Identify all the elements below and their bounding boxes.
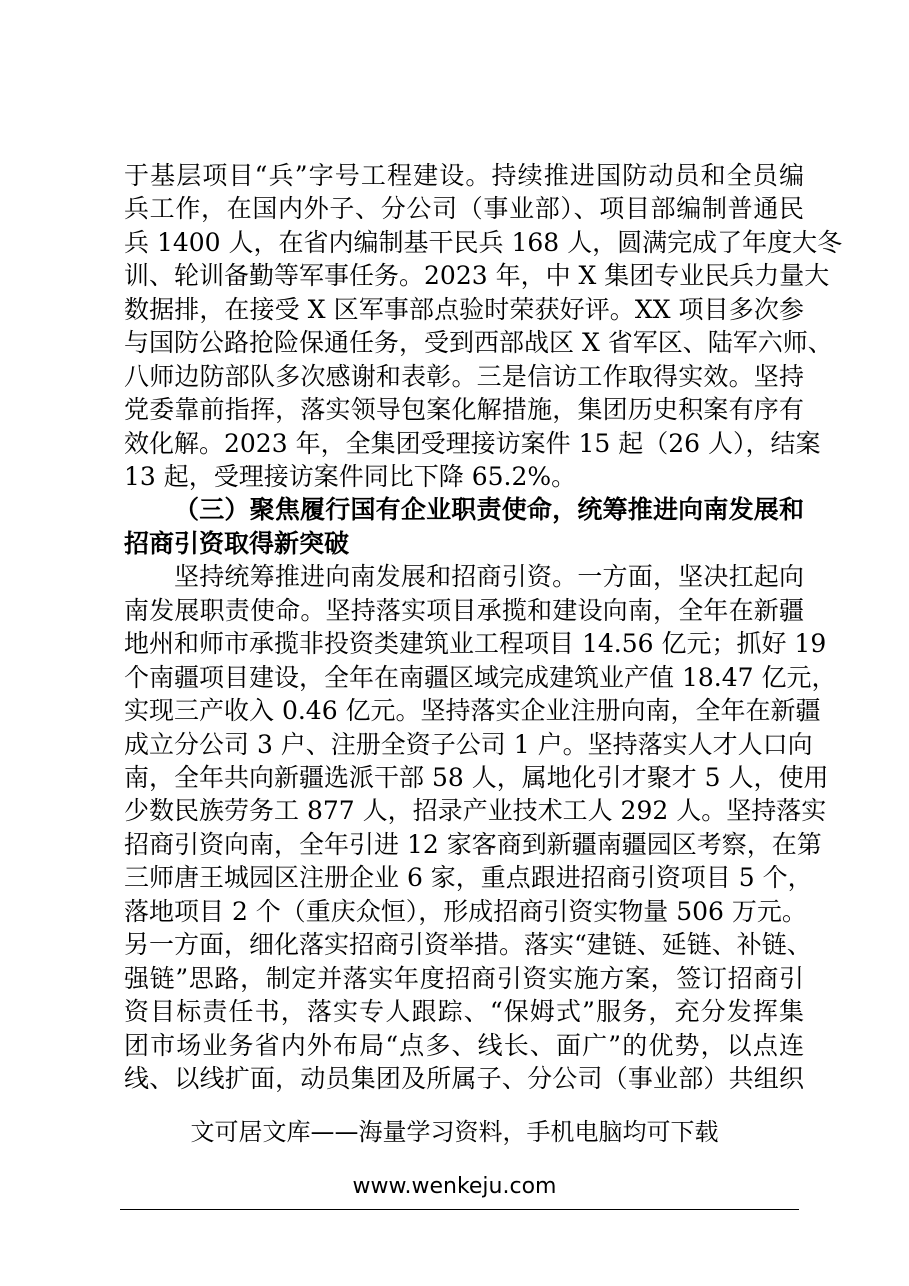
body-line: 数据排，在接受 X 区军事部点验时荣获好评。XX 项目多次参 — [124, 294, 804, 324]
section-heading: （三）聚焦履行国有企业职责使命，统筹推进向南发展和 — [174, 495, 804, 525]
body-line: 效化解。2023 年，全集团受理接访案件 15 起（26 人），结案 — [124, 428, 821, 458]
body-line: 资目标责任书，落实专人跟踪、“保姆式”服务，充分发挥集 — [124, 997, 804, 1027]
body-line: 另一方面，细化落实招商引资举措。落实“建链、延链、补链、 — [124, 930, 812, 960]
body-line: 少数民族劳务工 877 人，招录产业技术工人 292 人。坚持落实 — [124, 796, 827, 826]
body-line: 实现三产收入 0.46 亿元。坚持落实企业注册向南，全年在新疆 — [124, 696, 821, 726]
body-line: 地州和师市承揽非投资类建筑业工程项目 14.56 亿元；抓好 19 — [124, 629, 827, 659]
footer-url[interactable]: www.wenkeju.com — [352, 1174, 557, 1199]
body-line: 落地项目 2 个（重庆众恒），形成招商引资实物量 506 万元。 — [124, 896, 807, 926]
section-heading: 招商引资取得新突破 — [124, 528, 350, 558]
body-line: 南，全年共向新疆选派干部 58 人，属地化引才聚才 5 人，使用 — [124, 763, 829, 792]
body-line: 党委靠前指挥，落实领导包案化解措施，集团历史积案有序有 — [124, 395, 804, 425]
body-line: 13 起，受理接访案件同比下降 65.2%。 — [124, 462, 577, 491]
body-line: 团市场业务省内外布局“点多、线长、面广”的优势，以点连 — [124, 1030, 804, 1060]
body-line: 成立分公司 3 户、注册全资子公司 1 户。坚持落实人才人口向 — [124, 729, 813, 759]
body-line: 兵工作，在国内外子、分公司（事业部）、项目部编制普通民 — [124, 194, 804, 224]
footer-divider — [120, 1209, 799, 1210]
body-line: 兵 1400 人，在省内编制基干民兵 168 人，圆满完成了年度大冬 — [124, 227, 843, 257]
body-line: 于基层项目“兵”字号工程建设。持续推进国防动员和全员编 — [124, 161, 804, 190]
body-line: 南发展职责使命。坚持落实项目承揽和建设向南，全年在新疆 — [124, 595, 804, 625]
body-line: 坚持统筹推进向南发展和招商引资。一方面，坚决扛起向 — [174, 562, 804, 592]
body-line: 与国防公路抢险保通任务，受到西部战区 X 省军区、陆军六师、 — [124, 328, 833, 358]
body-line: 强链”思路，制定并落实年度招商引资实施方案，签订招商引 — [124, 963, 804, 993]
body-line: 线、以线扩面，动员集团及所属子、分公司（事业部）共组织 — [124, 1064, 804, 1093]
body-line: 个南疆项目建设，全年在南疆区域完成建筑业产值 18.47 亿元， — [124, 662, 837, 692]
body-line: 三师唐王城园区注册企业 6 家，重点跟进招商引资项目 5 个， — [124, 863, 813, 893]
body-line: 招商引资向南，全年引进 12 家客商到新疆南疆园区考察，在第 — [124, 829, 822, 859]
footer-title: 文可居文库——海量学习资料，手机电脑均可下载 — [190, 1118, 719, 1146]
body-line: 八师边防部队多次感谢和表彰。三是信访工作取得实效。坚持 — [124, 361, 804, 391]
body-line: 训、轮训备勤等军事任务。2023 年，中 X 集团专业民兵力量大 — [124, 261, 830, 291]
